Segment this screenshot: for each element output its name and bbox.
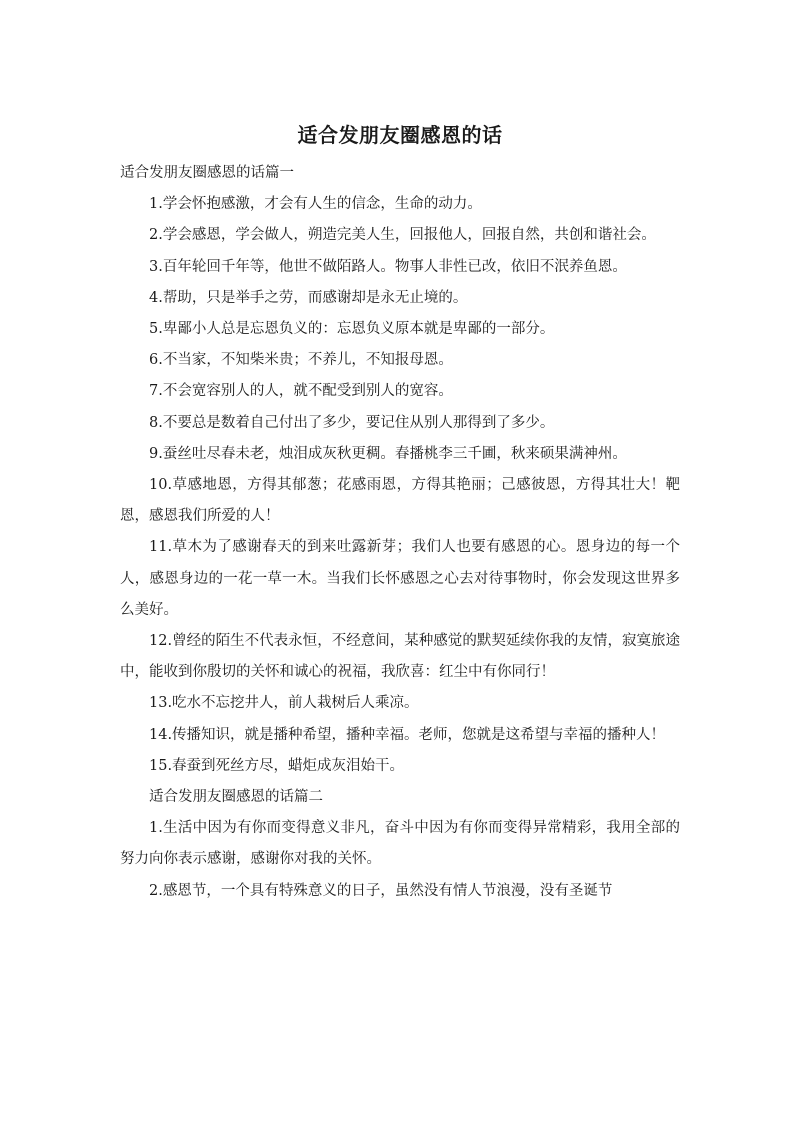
list-item: 5.卑鄙小人总是忘恩负义的：忘恩负义原本就是卑鄙的一部分。 [149,321,555,338]
list-item: 10.草感地恩，方得其郁葱；花感雨恩，方得其艳丽；己感彼恩，方得其壮大！靶恩，感恩我们所爱的人！ [120,477,680,525]
list-item: 2.感恩节，一个具有特殊意义的日子，虽然没有情人节浪漫，没有圣诞节 [149,882,613,899]
list-item: 15.春蚕到死丝方尽，蜡炬成灰泪始干。 [149,757,405,774]
list-item: 12.曾经的陌生不代表永恒，不经意间，某种感觉的默契延续你我的友情，寂寞旅途中，能收到你殷切的关怀和诚心的祝福，我欣喜：红尘中有你同行！ [120,633,680,681]
list-item: 3.百年轮回千年等，他世不做陌路人。物事人非性已改，依旧不泯养鱼恩。 [149,258,627,275]
list-item: 2.学会感恩，学会做人，朔造完美人生，回报他人，回报自然，共创和谐社会。 [149,227,656,244]
list-item: 4.帮助，只是举手之劳，而感谢却是永无止境的。 [149,289,468,306]
list-item: 8.不要总是数着自己付出了多少，要记住从别人那得到了多少。 [149,414,555,431]
list-item: 13.吃水不忘挖井人，前人栽树后人乘凉。 [149,695,419,712]
document-title: 适合发朋友圈感恩的话 [297,123,503,147]
list-item: 1.学会怀抱感激，才会有人生的信念，生命的动力。 [149,196,482,213]
list-item: 11.草木为了感谢春天的到来吐露新芽；我们人也要有感恩的心。恩身边的每一个人，感恩身边的一花一草一木。当我们长怀感恩之心去对待事物时，你会发现这世界多么美好。 [120,539,680,618]
section-heading-2: 适合发朋友圈感恩的话篇二 [149,789,323,806]
list-item: 9.蚕丝吐尽春未老，烛泪成灰秋更稠。春播桃李三千圃，秋来硕果满神州。 [149,445,627,462]
section-heading-1: 适合发朋友圈感恩的话篇一 [120,165,294,181]
list-item: 1.生活中因为有你而变得意义非凡，奋斗中因为有你而变得异常精彩，我用全部的努力向你表示感谢，感谢你对我的关怀。 [120,820,680,868]
list-item: 14.传播知识，就是播种希望，播种幸福。老师，您就是这希望与幸福的播种人！ [149,726,666,743]
list-item: 6.不当家，不知柴米贵；不养儿，不知报母恩。 [149,352,453,369]
document-body [120,158,680,907]
list-item: 7.不会宽容别人的人，就不配受到别人的宽容。 [149,383,453,400]
